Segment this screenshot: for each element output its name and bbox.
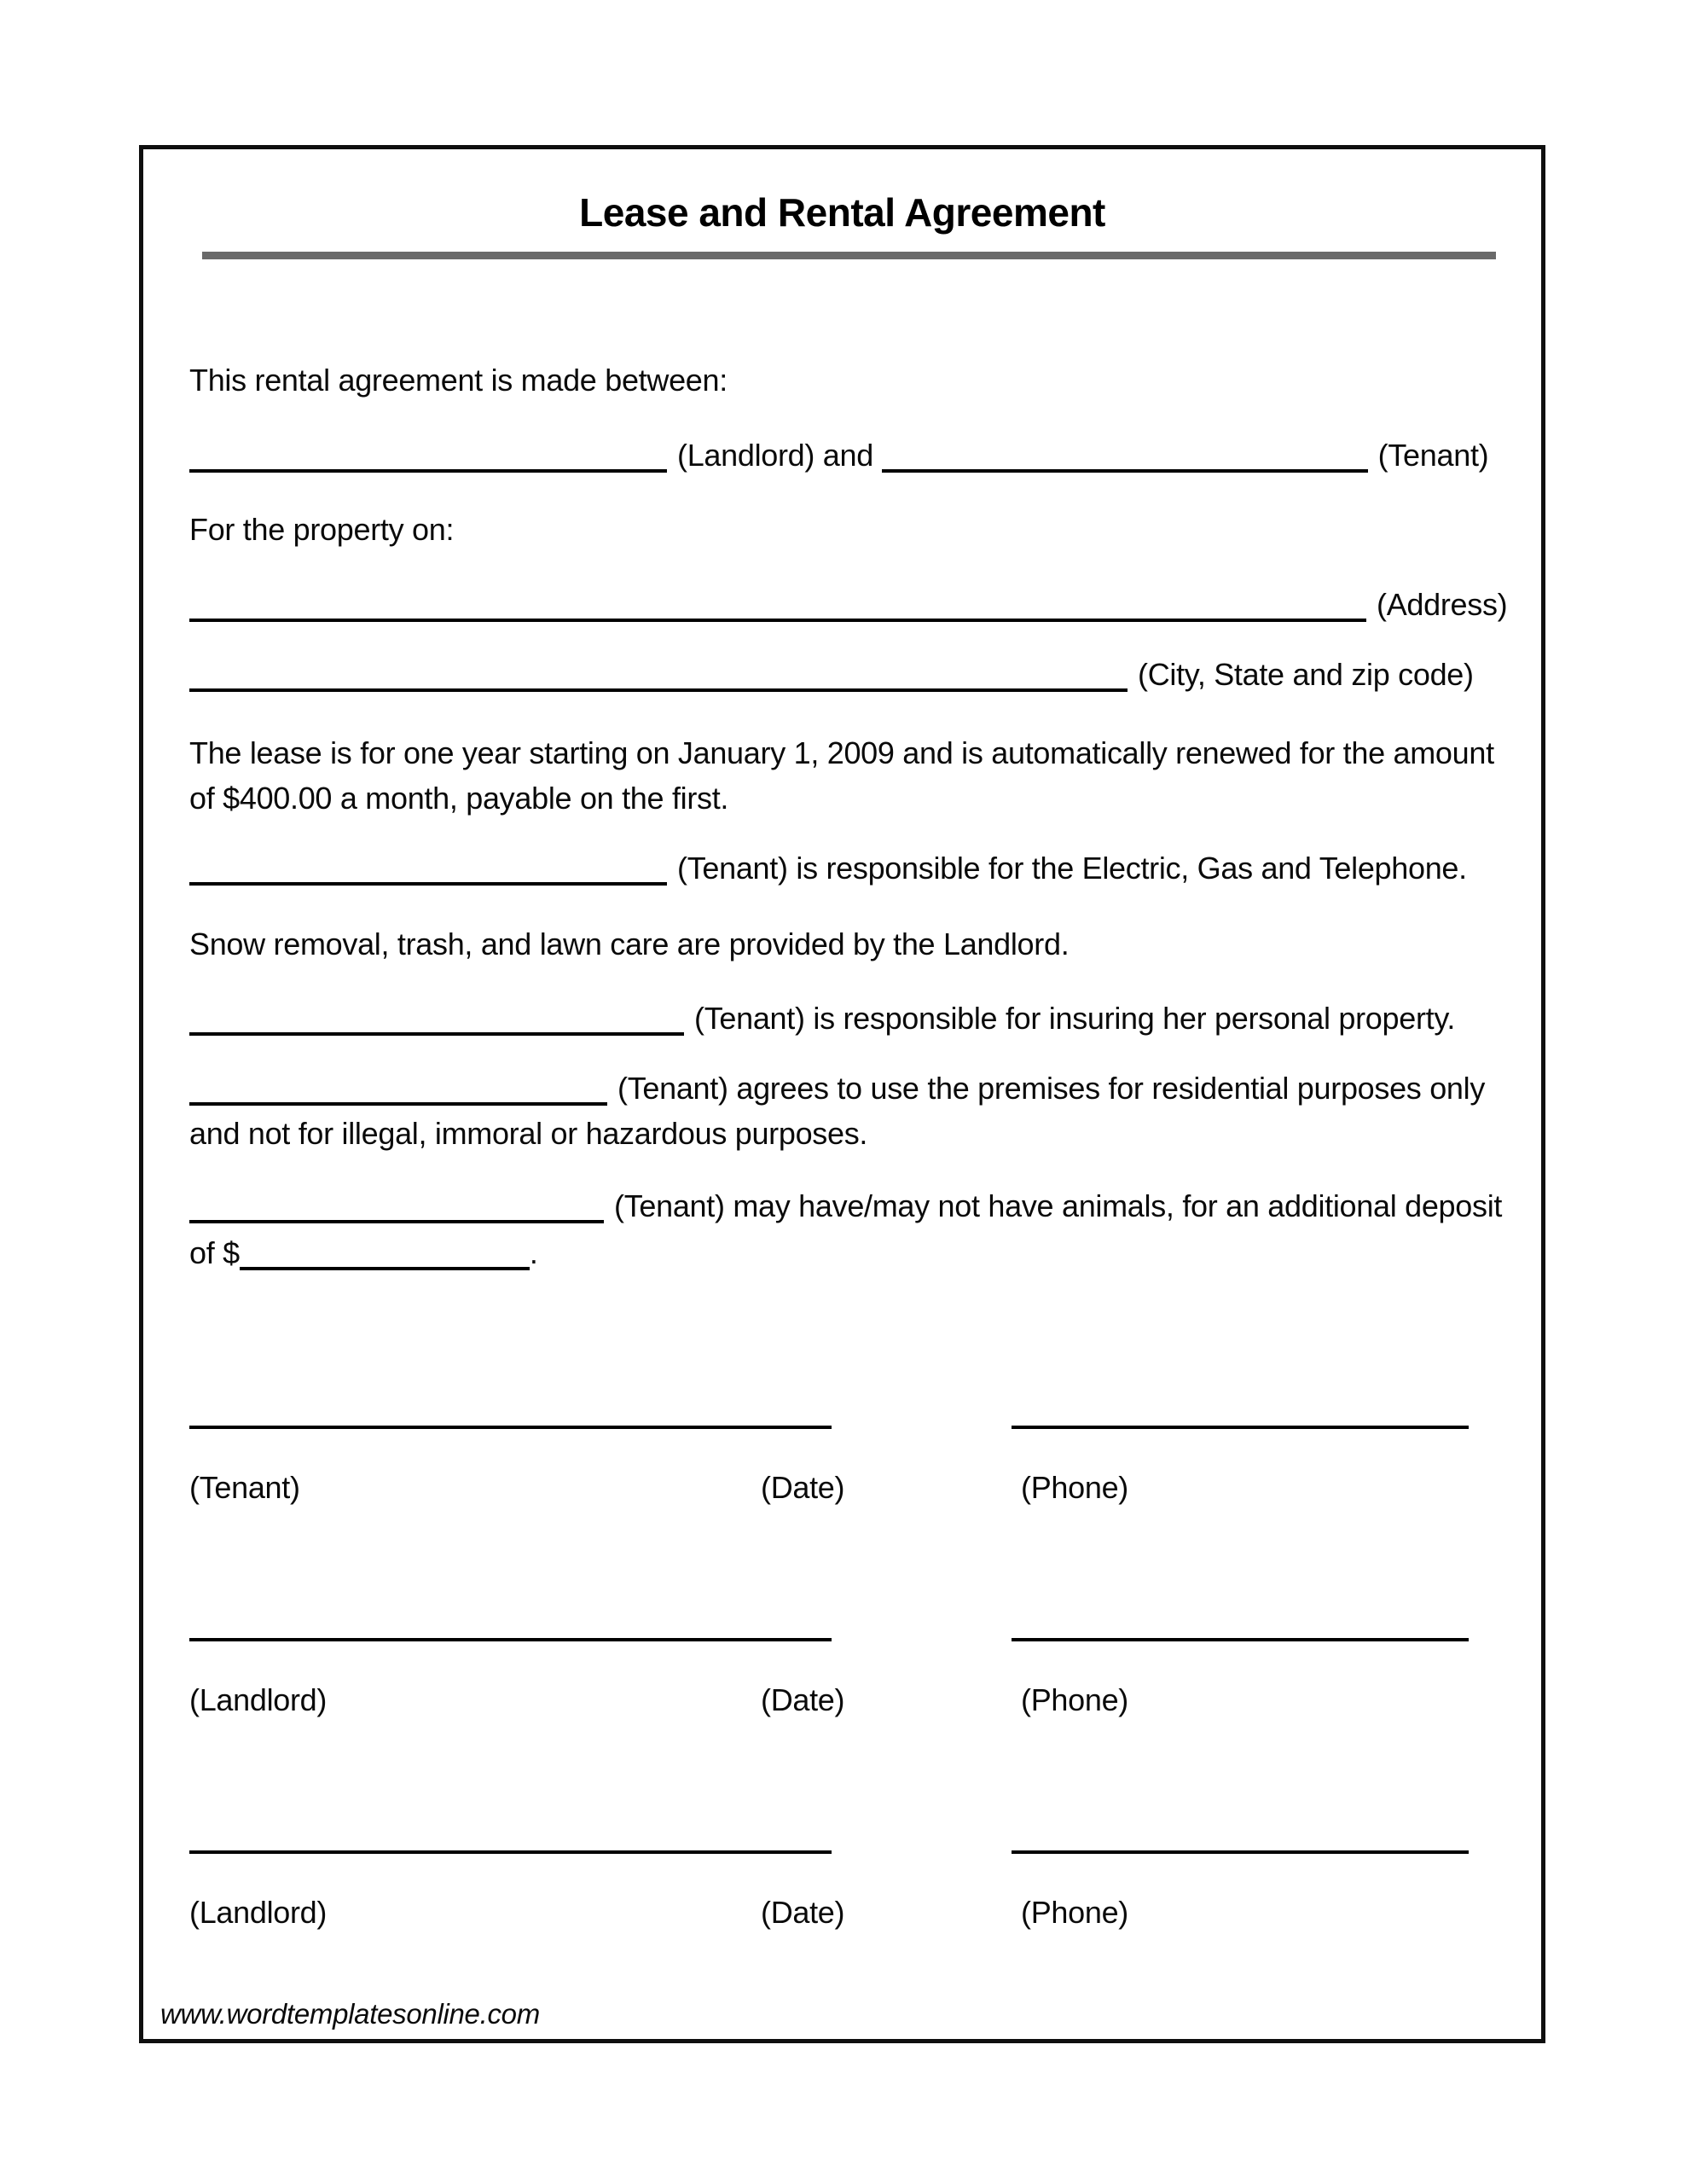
tenant-residential-blank — [189, 1101, 607, 1106]
tenant-label: (Tenant) — [1377, 438, 1489, 473]
title-underline-rule — [202, 252, 1496, 259]
phone-label: (Phone) — [1021, 1895, 1128, 1930]
date-label: (Date) — [761, 1682, 845, 1717]
insurance-text: (Tenant) is responsible for insuring her personal property. — [694, 1001, 1456, 1036]
lease-terms-line-2: of $400.00 a month, payable on the first. — [189, 781, 729, 816]
date-label: (Date) — [761, 1895, 845, 1930]
date-label: (Date) — [761, 1470, 845, 1505]
address-line — [189, 587, 1507, 623]
tenant-name-blank — [882, 468, 1368, 473]
utilities-text: (Tenant) is responsible for the Electric, Gas and Telephone. — [677, 851, 1467, 886]
signature-name-label: (Tenant) — [189, 1470, 300, 1505]
lease-terms-line-1: The lease is for one year starting on January 1, 2009 and is automatically renewed for the amount — [189, 735, 1494, 770]
utilities-line — [189, 851, 1467, 886]
animals-text: (Tenant) may have/may not have animals, for an additional deposit — [614, 1188, 1503, 1223]
property-on-line: For the property on: — [189, 512, 455, 547]
residential-use-line-2: and not for illegal, immoral or hazardous purposes. — [189, 1116, 868, 1151]
landlord-name-blank — [189, 468, 667, 473]
signature-line — [189, 1638, 832, 1641]
tenant-animals-blank — [189, 1218, 604, 1223]
tenant-insurance-blank — [189, 1031, 684, 1036]
landlord-and-label: (Landlord) and — [677, 438, 873, 473]
deposit-prefix: of $ — [189, 1235, 240, 1270]
address-label: (Address) — [1377, 587, 1508, 622]
intro-line: This rental agreement is made between: — [189, 363, 728, 398]
signature-name-label: (Landlord) — [189, 1895, 328, 1930]
tenant-utilities-blank — [189, 880, 667, 886]
residential-use-line-1 — [189, 1071, 1485, 1107]
phone-line — [1012, 1426, 1469, 1429]
animals-line-1 — [189, 1188, 1502, 1224]
deposit-amount-blank — [240, 1265, 530, 1270]
address-blank — [189, 617, 1366, 622]
animals-line-2 — [189, 1235, 538, 1271]
city-state-zip-label: (City, State and zip code) — [1138, 657, 1474, 692]
insurance-line — [189, 1001, 1455, 1037]
landlord-services-line: Snow removal, trash, and lawn care are provided by the Landlord. — [189, 926, 1070, 961]
signature-line — [189, 1426, 832, 1429]
document-title: Lease and Rental Agreement — [579, 190, 1105, 235]
phone-label: (Phone) — [1021, 1470, 1128, 1505]
city-state-zip-blank — [189, 687, 1128, 692]
phone-line — [1012, 1638, 1469, 1641]
signature-line — [189, 1850, 832, 1854]
residential-text: (Tenant) agrees to use the premises for residential purposes only — [617, 1071, 1486, 1106]
city-state-zip-line — [189, 657, 1474, 693]
parties-line — [189, 438, 1488, 473]
phone-label: (Phone) — [1021, 1682, 1128, 1717]
deposit-suffix: . — [529, 1235, 538, 1270]
phone-line — [1012, 1850, 1469, 1854]
website-url: www.wordtemplatesonline.com — [160, 1998, 540, 2030]
signature-name-label: (Landlord) — [189, 1682, 328, 1717]
